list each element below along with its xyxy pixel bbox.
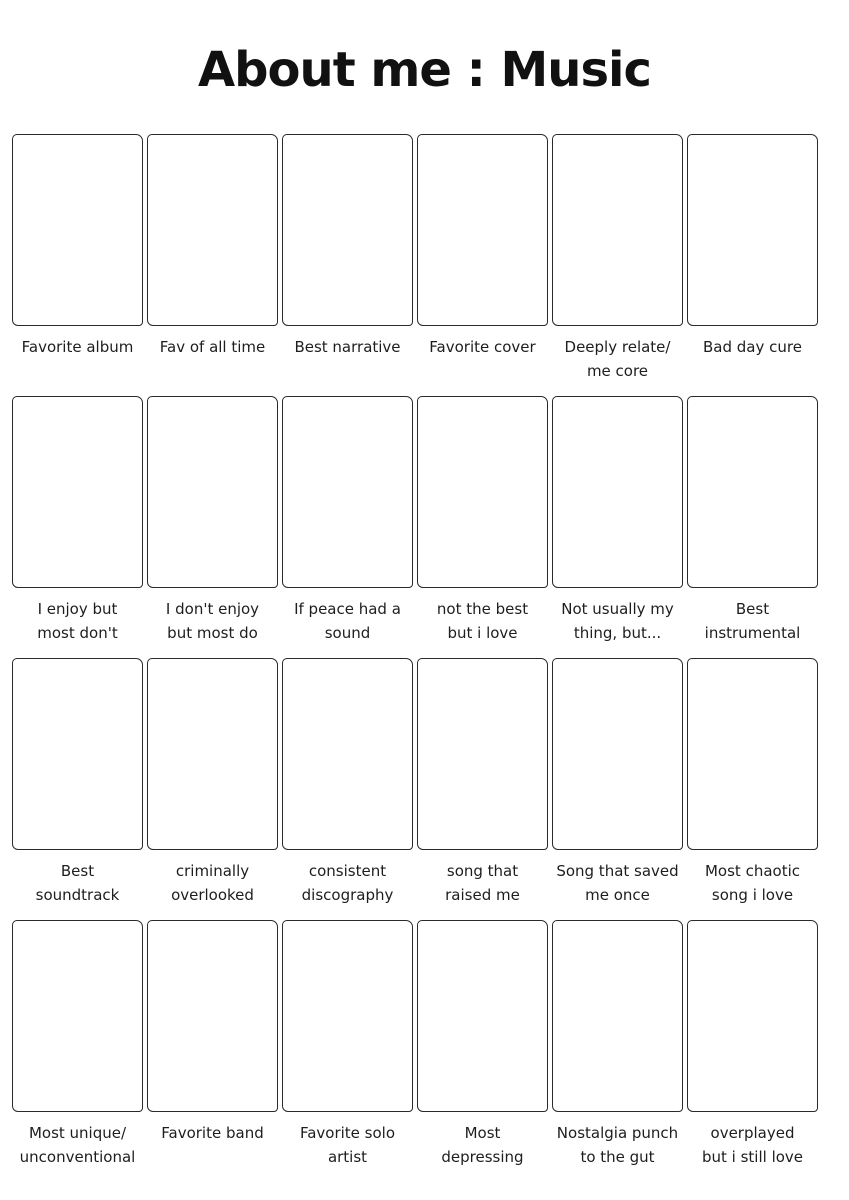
grid-cell xyxy=(685,918,820,1180)
image-slot[interactable] xyxy=(282,658,413,850)
cell-label: Best soundtrack xyxy=(35,862,120,904)
grid-row xyxy=(10,656,824,918)
cell-label: Not usually my thing, but... xyxy=(561,600,674,642)
image-slot[interactable] xyxy=(282,920,413,1112)
grid-cell xyxy=(145,394,280,656)
cell-label: overplayed but i still love xyxy=(701,1124,804,1166)
cell-label: not the best but i love xyxy=(436,600,529,642)
image-slot[interactable] xyxy=(147,920,278,1112)
image-slot[interactable] xyxy=(552,396,683,588)
image-slot[interactable] xyxy=(12,396,143,588)
cell-label: Most depressing xyxy=(441,1124,524,1166)
grid-cell xyxy=(550,918,685,1180)
cell-label: Favorite solo artist xyxy=(299,1124,396,1166)
grid-cell xyxy=(145,132,280,394)
image-slot[interactable] xyxy=(687,658,818,850)
image-slot[interactable] xyxy=(687,920,818,1112)
page-title: About me : Music xyxy=(198,42,651,98)
cell-label: If peace had a sound xyxy=(294,600,401,642)
image-slot[interactable] xyxy=(552,658,683,850)
cell-label: Favorite album xyxy=(21,338,134,356)
music-grid xyxy=(10,132,824,1180)
cell-label: Song that saved me once xyxy=(556,862,679,904)
grid-cell xyxy=(145,656,280,918)
cell-label: Bad day cure xyxy=(703,338,802,356)
grid-cell xyxy=(685,656,820,918)
image-slot[interactable] xyxy=(12,658,143,850)
grid-cell xyxy=(280,132,415,394)
image-slot[interactable] xyxy=(552,134,683,326)
grid-cell xyxy=(550,132,685,394)
cell-label: Favorite cover xyxy=(429,338,536,356)
image-slot[interactable] xyxy=(282,134,413,326)
cell-label: Most unique/ unconventional xyxy=(19,1124,136,1166)
image-slot[interactable] xyxy=(417,658,548,850)
grid-cell xyxy=(280,656,415,918)
image-slot[interactable] xyxy=(147,134,278,326)
image-slot[interactable] xyxy=(12,134,143,326)
cell-label: criminally overlooked xyxy=(171,862,254,904)
cell-label: Best narrative xyxy=(294,338,401,356)
grid-cell xyxy=(280,918,415,1180)
cell-label: song that raised me xyxy=(445,862,520,904)
image-slot[interactable] xyxy=(687,134,818,326)
grid-cell xyxy=(550,656,685,918)
grid-row xyxy=(10,132,824,394)
cell-label: Best instrumental xyxy=(704,600,801,642)
grid-cell xyxy=(685,394,820,656)
grid-cell xyxy=(10,132,145,394)
grid-cell xyxy=(10,394,145,656)
grid-cell xyxy=(10,656,145,918)
grid-cell xyxy=(415,132,550,394)
cell-label: Nostalgia punch to the gut xyxy=(556,1124,679,1166)
image-slot[interactable] xyxy=(12,920,143,1112)
cell-label: I don't enjoy but most do xyxy=(165,600,260,642)
image-slot[interactable] xyxy=(687,396,818,588)
grid-cell xyxy=(10,918,145,1180)
cell-label: Favorite band xyxy=(161,1124,264,1142)
grid-cell xyxy=(280,394,415,656)
image-slot[interactable] xyxy=(147,396,278,588)
image-slot[interactable] xyxy=(147,658,278,850)
image-slot[interactable] xyxy=(417,920,548,1112)
grid-cell xyxy=(415,394,550,656)
cell-label: Fav of all time xyxy=(159,338,266,356)
image-slot[interactable] xyxy=(282,396,413,588)
grid-cell xyxy=(415,918,550,1180)
grid-cell xyxy=(145,918,280,1180)
cell-label: Most chaotic song i love xyxy=(704,862,800,904)
grid-cell xyxy=(415,656,550,918)
grid-row xyxy=(10,394,824,656)
cell-label: Deeply relate/ me core xyxy=(564,338,671,380)
image-slot[interactable] xyxy=(417,396,548,588)
image-slot[interactable] xyxy=(417,134,548,326)
grid-cell xyxy=(550,394,685,656)
grid-cell xyxy=(685,132,820,394)
cell-label: I enjoy but most don't xyxy=(37,600,118,642)
grid-row xyxy=(10,918,824,1180)
image-slot[interactable] xyxy=(552,920,683,1112)
cell-label: consistent discography xyxy=(301,862,394,904)
